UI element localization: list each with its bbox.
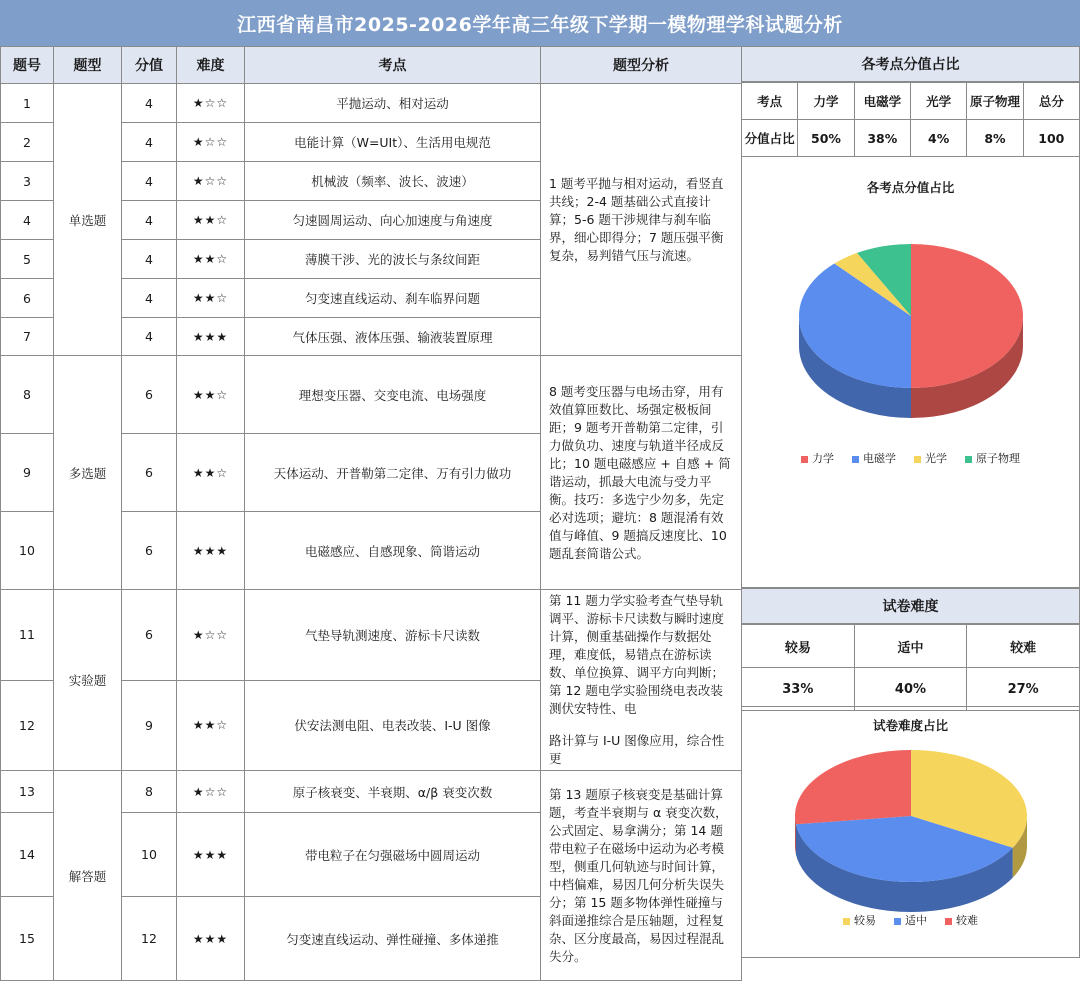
question-number: 5 — [1, 240, 54, 279]
question-score: 6 — [122, 512, 177, 590]
knowledge-point: 原子核衰变、半衰期、α/β 衰变次数 — [245, 771, 541, 813]
question-score: 4 — [122, 123, 177, 162]
header-analysis: 题型分析 — [541, 47, 742, 84]
question-score: 4 — [122, 162, 177, 201]
difficulty-pie-legend — [741, 912, 1080, 928]
legend-item — [945, 912, 978, 928]
knowledge-point: 天体运动、开普勒第二定律、万有引力做功 — [245, 434, 541, 512]
question-score: 6 — [122, 434, 177, 512]
section-analysis: 1 题考平抛与相对运动，看竖直共线；2-4 题基础公式直接计算；5-6 题干涉规律与刹车临界，细心即得分；7 题压强平衡复杂，易判错气压与流速。 — [541, 84, 742, 356]
legend-swatch — [965, 456, 972, 463]
share-value-cell: 50% — [798, 120, 854, 157]
share-value-cell: 4% — [910, 120, 966, 157]
question-score: 6 — [122, 356, 177, 434]
topic-pie-chart — [741, 216, 1080, 476]
header-score: 分值 — [122, 47, 177, 84]
difficulty-value-row — [742, 668, 1080, 711]
knowledge-point: 机械波（频率、波长、波速） — [245, 162, 541, 201]
question-number: 12 — [1, 680, 54, 771]
share-value-cell: 8% — [967, 120, 1023, 157]
difficulty-stars: ★★☆ — [177, 240, 245, 279]
legend-label: 较难 — [956, 914, 978, 927]
share-table — [741, 82, 1080, 157]
legend-swatch — [801, 456, 808, 463]
table-header-row — [1, 47, 742, 84]
knowledge-point: 理想变压器、交变电流、电场强度 — [245, 356, 541, 434]
knowledge-point: 电磁感应、自感现象、简谐运动 — [245, 512, 541, 590]
difficulty-head-cell: 较易 — [742, 625, 855, 668]
difficulty-pie-title: 试卷难度占比 — [872, 718, 948, 733]
question-type: 解答题 — [54, 771, 122, 981]
difficulty-stars: ★★★ — [177, 897, 245, 981]
difficulty-head-cell: 较难 — [967, 625, 1080, 668]
question-type: 实验题 — [54, 590, 122, 771]
legend-item — [801, 450, 834, 466]
question-number: 7 — [1, 318, 54, 356]
knowledge-point: 伏安法测电阻、电表改装、I-U 图像 — [245, 680, 541, 771]
question-number: 8 — [1, 356, 54, 434]
question-number: 4 — [1, 201, 54, 240]
header-no: 题号 — [1, 47, 54, 84]
question-number: 15 — [1, 897, 54, 981]
legend-swatch — [914, 456, 921, 463]
topic-pie-legend — [741, 450, 1080, 466]
question-number: 2 — [1, 123, 54, 162]
difficulty-stars: ★★★ — [177, 813, 245, 897]
share-head-cell: 电磁学 — [854, 83, 910, 120]
difficulty-section-title: 试卷难度 — [741, 588, 1080, 624]
question-score: 4 — [122, 201, 177, 240]
knowledge-point: 匀变速直线运动、弹性碰撞、多体递推 — [245, 897, 541, 981]
question-score: 12 — [122, 897, 177, 981]
legend-label: 适中 — [905, 914, 927, 927]
difficulty-pie-chart — [741, 736, 1080, 916]
difficulty-stars: ★☆☆ — [177, 84, 245, 123]
question-score: 10 — [122, 813, 177, 897]
difficulty-stars: ★★☆ — [177, 680, 245, 771]
section-analysis: 8 题考变压器与电场击穿，用有效值算匝数比、场强定极板间距；9 题考开普勒第二定律，引力做负功、速度与轨道半径成反比；10 题电磁感应 + 自感 + 简谐运动，抓最大电流与受力平衡。技巧：多选宁少勿多，先定必对选项；避坑：8 题混淆有效值与峰值、9 题搞反速度比、10 题乱套简谐公式。 — [541, 356, 742, 590]
table-row — [1, 771, 742, 813]
share-head-cell: 原子物理 — [967, 83, 1023, 120]
difficulty-stars: ★★☆ — [177, 279, 245, 318]
question-table — [0, 46, 742, 981]
knowledge-point: 气体压强、液体压强、输液装置原理 — [245, 318, 541, 356]
legend-item — [914, 450, 947, 466]
question-number: 10 — [1, 512, 54, 590]
question-score: 4 — [122, 240, 177, 279]
legend-label: 原子物理 — [976, 452, 1020, 465]
legend-label: 较易 — [854, 914, 876, 927]
pie-slice-较难 — [795, 750, 911, 824]
question-score: 4 — [122, 318, 177, 356]
share-head-cell: 考点 — [742, 83, 798, 120]
difficulty-table — [741, 624, 1080, 711]
knowledge-point: 匀速圆周运动、向心加速度与角速度 — [245, 201, 541, 240]
difficulty-stars: ★☆☆ — [177, 771, 245, 813]
legend-label: 电磁学 — [863, 452, 896, 465]
share-value-row — [742, 120, 1080, 157]
section-analysis-text: 第 11 题力学实验考查气垫导轨调平、游标卡尺读数与瞬时速度计算，侧重基础操作与数据处理，难度低，易错点在游标读数、单位换算、调平方向判断；第 12 题电学实验围绕电表改装测伏安特性、电 — [549, 593, 725, 716]
share-head-cell: 总分 — [1023, 83, 1079, 120]
question-type: 多选题 — [54, 356, 122, 590]
header-type: 题型 — [54, 47, 122, 84]
section-analysis: 第 13 题原子核衰变是基础计算题，考查半衰期与 α 衰变次数，公式固定、易拿满分；第 14 题带电粒子在磁场中运动为必考模型，侧重几何轨迹与时间计算，中档偏难，易因几何分析失误失分；第 15 题多物体弹性碰撞与斜面递推综合是压轴题，过程复杂、区分度最高，易因过程混乱失分。 — [541, 771, 742, 981]
difficulty-stars: ★☆☆ — [177, 123, 245, 162]
legend-swatch — [852, 456, 859, 463]
question-number: 1 — [1, 84, 54, 123]
question-number: 9 — [1, 434, 54, 512]
page-title: 江西省南昌市2025-2026学年高三年级下学期一模物理学科试题分析 — [0, 0, 1080, 46]
difficulty-value-cell: 40% — [854, 668, 967, 711]
share-head-cell: 光学 — [910, 83, 966, 120]
summary-panel — [741, 46, 1080, 958]
knowledge-point: 带电粒子在匀强磁场中圆周运动 — [245, 813, 541, 897]
question-score: 8 — [122, 771, 177, 813]
legend-swatch — [945, 918, 952, 925]
knowledge-point: 薄膜干涉、光的波长与条纹间距 — [245, 240, 541, 279]
topic-pie-title: 各考点分值占比 — [866, 180, 955, 195]
legend-item — [965, 450, 1020, 466]
legend-swatch — [894, 918, 901, 925]
difficulty-value-cell: 33% — [742, 668, 855, 711]
legend-label: 力学 — [812, 452, 834, 465]
section-analysis-text-cont: 路计算与 I-U 图像应用，综合性更 — [549, 733, 725, 766]
difficulty-stars: ★☆☆ — [177, 162, 245, 201]
legend-label: 光学 — [925, 452, 947, 465]
knowledge-point: 气垫导轨测速度、游标卡尺读数 — [245, 590, 541, 681]
question-score: 4 — [122, 279, 177, 318]
question-score: 4 — [122, 84, 177, 123]
share-value-cell: 100 — [1023, 120, 1079, 157]
share-row-label: 分值占比 — [742, 120, 798, 157]
share-head-cell: 力学 — [798, 83, 854, 120]
difficulty-stars: ★★☆ — [177, 356, 245, 434]
share-value-cell: 38% — [854, 120, 910, 157]
share-section-title: 各考点分值占比 — [741, 46, 1080, 82]
knowledge-point: 电能计算（W=UIt）、生活用电规范 — [245, 123, 541, 162]
question-number: 13 — [1, 771, 54, 813]
header-point: 考点 — [245, 47, 541, 84]
legend-item — [852, 450, 896, 466]
difficulty-stars: ★☆☆ — [177, 590, 245, 681]
difficulty-stars: ★★☆ — [177, 201, 245, 240]
legend-item — [894, 912, 927, 928]
question-number: 14 — [1, 813, 54, 897]
share-head-row — [742, 83, 1080, 120]
knowledge-point: 平抛运动、相对运动 — [245, 84, 541, 123]
legend-swatch — [843, 918, 850, 925]
question-score: 6 — [122, 590, 177, 681]
question-number: 3 — [1, 162, 54, 201]
difficulty-stars: ★★☆ — [177, 434, 245, 512]
difficulty-stars: ★★★ — [177, 318, 245, 356]
question-number: 6 — [1, 279, 54, 318]
difficulty-head-cell: 适中 — [854, 625, 967, 668]
legend-item — [843, 912, 876, 928]
question-number: 11 — [1, 590, 54, 681]
table-row — [1, 356, 742, 434]
question-type: 单选题 — [54, 84, 122, 356]
difficulty-value-cell: 27% — [967, 668, 1080, 711]
difficulty-stars: ★★★ — [177, 512, 245, 590]
question-score: 9 — [122, 680, 177, 771]
table-row — [1, 84, 742, 123]
difficulty-head-row — [742, 625, 1080, 668]
table-row — [1, 590, 742, 681]
section-analysis — [541, 590, 742, 771]
header-difficulty: 难度 — [177, 47, 245, 84]
knowledge-point: 匀变速直线运动、刹车临界问题 — [245, 279, 541, 318]
